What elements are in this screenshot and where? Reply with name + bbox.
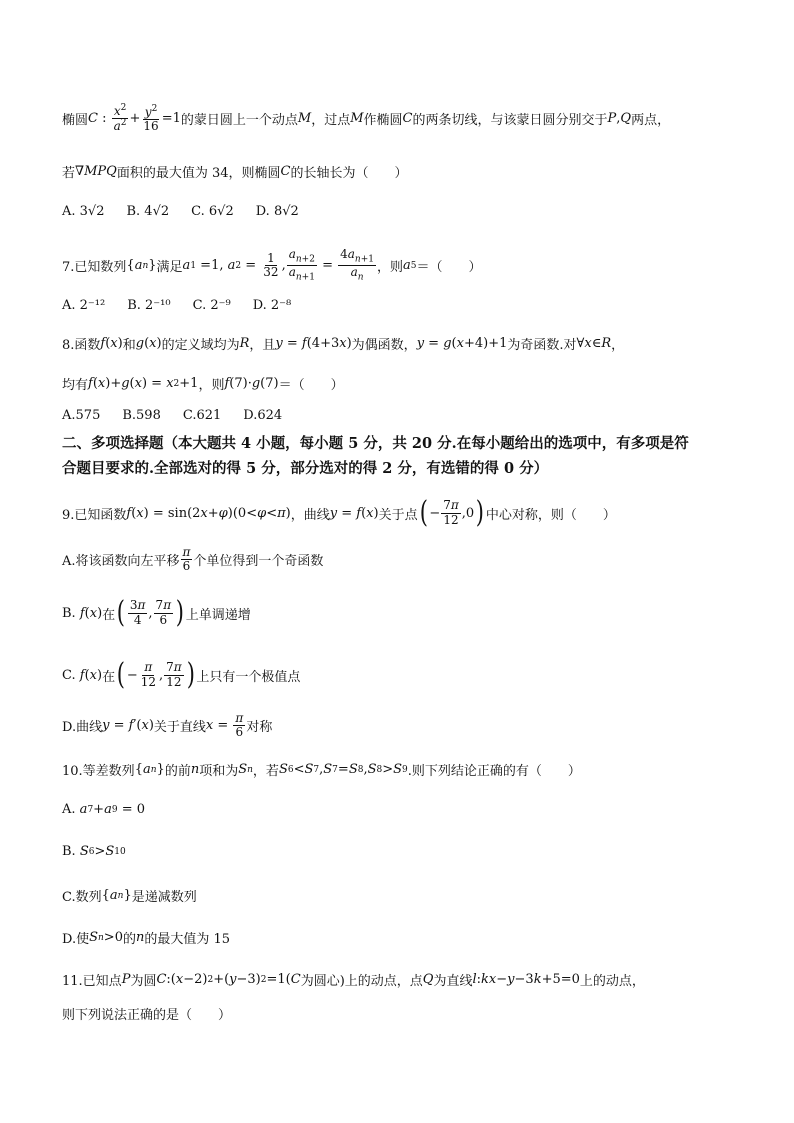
q8-line2: 均有 f ( x )+ g ( x ) = x 2 +1 ，则 f (7)· g (7) ＝（ ） — [62, 376, 344, 393]
q11-text: 为直线 — [433, 974, 473, 989]
q6-option-a: A. 3√2 — [62, 204, 105, 219]
q11-text: 为圆 — [130, 974, 157, 989]
q10-option-a: A. a 7 + a 9 = 0 — [62, 802, 146, 817]
q6-text: 作椭圆 — [363, 113, 403, 129]
q11-text: 上的动点， — [579, 974, 645, 989]
q9-text: 中心对称，则（ ） — [485, 507, 616, 523]
q9-text: 在 — [102, 669, 116, 685]
q10-text: 10.等差数列 — [62, 764, 135, 779]
q8-text: 均有 — [62, 378, 89, 393]
q9-text: 9.已知函数 — [62, 507, 127, 523]
q6-option-b: B. 4√2 — [126, 204, 170, 219]
q6-text: 的两条切线，与该蒙日圆分别交于 — [412, 113, 608, 129]
q9-text: 在 — [102, 607, 116, 623]
q9-text: ，曲线 — [290, 507, 330, 523]
q9-option-a — [62, 546, 774, 573]
fraction: $\frac{3\pi}{4}$ — [129, 598, 146, 627]
q10-text: C.数列 — [62, 890, 102, 905]
q10-text: D.使 — [62, 932, 90, 947]
q8-text: ＝（ ） — [278, 378, 344, 393]
q9-option-b: B. f ( x ) 在 ( $\frac{3\pi}{4}$ , $\frac{7\pi}{6}$ ) 上单调递增 — [62, 595, 251, 630]
q8-text: 8.函数 — [62, 338, 101, 353]
q9-text: 个单位得到一个奇函数 — [193, 554, 324, 570]
q11-stem: 11.已知点 P 为圆 C :( x −2) 2 +( y −3) 2 =1( C 为圆心) 上的动点，点 Q 为直线 l : kx − y −3 k +5=0 上的动点， — [62, 972, 645, 989]
q8-options — [62, 408, 774, 423]
fraction: $\frac{y^2}{16}$ — [143, 103, 159, 133]
q10-text: 的 — [122, 932, 136, 947]
q7-option-b: B. 2⁻¹⁰ — [127, 298, 171, 313]
q6-text: 两点， — [631, 113, 671, 129]
section-heading-line1: 二、多项选择题（本大题共 4 小题，每小题 5 分，共 20 分.在每小题给出的选项中，有多项是符 — [62, 435, 689, 452]
q9-stem: 9.已知函数 f ( x ) = sin(2 x + φ )(0< φ < π ) ，曲线 y = f ( x ) 关于点 ( − $\frac{7\pi}{12}$ ,0 ) 中心对称，则（ ） — [62, 495, 616, 530]
fraction: $\frac{1}{32}$ — [263, 251, 279, 280]
q6-text: ，过点 — [311, 113, 351, 129]
q9-text: B. — [62, 605, 76, 621]
q10-text: 项和为 — [199, 764, 239, 779]
q8-option-c: C.621 — [182, 408, 222, 423]
q10-text: .则下列结论正确的有（ ） — [407, 764, 581, 779]
q7-text: ＝（ ） — [416, 260, 482, 276]
q6-option-d: D. 8√2 — [255, 204, 299, 219]
q8-option-b: B.598 — [122, 408, 161, 423]
fraction: $\frac{4a_{n+1}}{a_n}$ — [340, 247, 374, 283]
fraction: $\frac{\pi}{12}$ — [140, 660, 156, 689]
q10-text: 的前 — [164, 764, 191, 779]
q10-option-d: D.使 S n >0 的 n 的最大值为 15 — [62, 930, 231, 947]
q8-text: 为偶函数， — [351, 338, 417, 353]
q9-text: 对称 — [246, 720, 273, 736]
fraction: $\frac{x^2}{a^2}$ — [113, 103, 127, 134]
q6-text: 椭圆 — [62, 113, 89, 129]
q7-option-c: C. 2⁻⁹ — [192, 298, 231, 313]
q11-line2: 则下列说法正确的是（ ） — [62, 1008, 232, 1023]
q8-line1: 8.函数 f ( x ) 和 g ( x ) 的定义域均为 R ，且 y = f (4+3 x ) 为偶函数， y = g ( x +4)+1 为奇函数.对 ∀ x ∈ R ， — [62, 336, 625, 353]
q8-text: 为奇函数.对 — [507, 338, 577, 353]
fraction: $\frac{7\pi}{12}$ — [166, 660, 182, 689]
fraction: $\frac{\pi}{6}$ — [182, 545, 191, 574]
q9-option-d: D.曲线 y = f ′( x ) 关于直线 x = $\frac{\pi}{6}$ 对称 — [62, 711, 273, 740]
q9-text: 上单调递增 — [185, 607, 251, 623]
q6-line2: 若 ∇MPQ 面积的最大值为 34，则椭圆 C 的长轴长为（ ） — [62, 164, 408, 181]
q10-text: ，若 — [252, 764, 279, 779]
fraction: $\frac{\pi}{6}$ — [235, 711, 244, 740]
q8-option-d: D.624 — [243, 408, 283, 423]
q11-text: 11.已知点 — [62, 974, 122, 989]
q6-options — [62, 204, 774, 219]
q6-option-c: C. 6√2 — [191, 204, 234, 219]
q8-text: ，且 — [249, 338, 276, 353]
q10-text: A. — [62, 802, 76, 817]
q7-option-a: A. 2⁻¹² — [62, 298, 106, 313]
q9-text: 关于直线 — [153, 720, 206, 736]
q9-text: 上只有一个极值点 — [196, 669, 301, 685]
q10-stem: 10.等差数列 { a n } 的前 n 项和为 S n ，若 S 6 < S 7 , S 7 = S 8 , S 8 > S 9 .则下列结论正确的有（ ） — [62, 762, 581, 779]
q8-text: ，则 — [198, 378, 225, 393]
q9-text: D.曲线 — [62, 720, 103, 736]
q8-text: 和 — [122, 338, 136, 353]
fraction: $\frac{7\pi}{6}$ — [155, 598, 172, 627]
q9-text: 关于点 — [378, 507, 418, 523]
q6-text: 若 — [62, 166, 76, 181]
q10-text: 的最大值为 15 — [144, 932, 231, 947]
q7-text: 满足 — [156, 260, 183, 276]
q9-option-c: C. f ( x ) 在 ( − $\frac{\pi}{12}$ , $\frac{7\pi}{12}$ ) 上只有一个极值点 — [62, 657, 301, 692]
q6-text: 的长轴长为（ ） — [290, 166, 408, 181]
q8-option-a: A.575 — [62, 408, 101, 423]
q8-text: 的定义域均为 — [161, 338, 240, 353]
fraction: $\frac{7\pi}{12}$ — [443, 498, 459, 527]
q7-text: ，则 — [376, 260, 403, 276]
q6-text: 的蒙日圆上一个动点 — [180, 113, 298, 129]
q7-option-d: D. 2⁻⁸ — [252, 298, 292, 313]
q10-text: 是递减数列 — [131, 890, 197, 905]
q7-stem: 7.已知数列 { a n } 满足 a 1 =1, a 2 = $\frac{1}{32}$ , $\frac{a_{n+2}}{a_{n+1}}$ = $\frac{4a_{n+1}}{a_n}$ ，则 a 5 ＝（ ） — [62, 247, 482, 283]
section-heading-line2: 合题目要求的.全部选对的得 5 分，部分选对的得 2 分，有选错的得 0 分） — [62, 460, 549, 477]
q8-text: ， — [611, 338, 625, 353]
q10-text: B. — [62, 844, 76, 859]
q10-option-c: C.数列 { a n } 是递减数列 — [62, 888, 197, 905]
fraction: $\frac{a_{n+2}}{a_{n+1}}$ — [288, 247, 315, 283]
q7-text: 7.已知数列 — [62, 260, 127, 276]
q7-options — [62, 298, 774, 313]
q6-line1: 椭圆 C : $\frac{x^2}{a^2}$ + $\frac{y^2}{16}$ =1 的蒙日圆上一个动点 M ，过点 M 作椭圆 C 的两条切线，与该蒙日圆分别交于 P , Q 两点， — [62, 103, 671, 134]
q9-text: C. — [62, 667, 76, 683]
q11-text: 上的动点，点 — [344, 974, 423, 989]
q9-text: A.将该函数向左平移 — [62, 554, 180, 570]
q10-option-b: B. S 6 > S 10 — [62, 844, 126, 859]
q6-text: 面积的最大值为 34，则椭圆 — [116, 166, 281, 181]
